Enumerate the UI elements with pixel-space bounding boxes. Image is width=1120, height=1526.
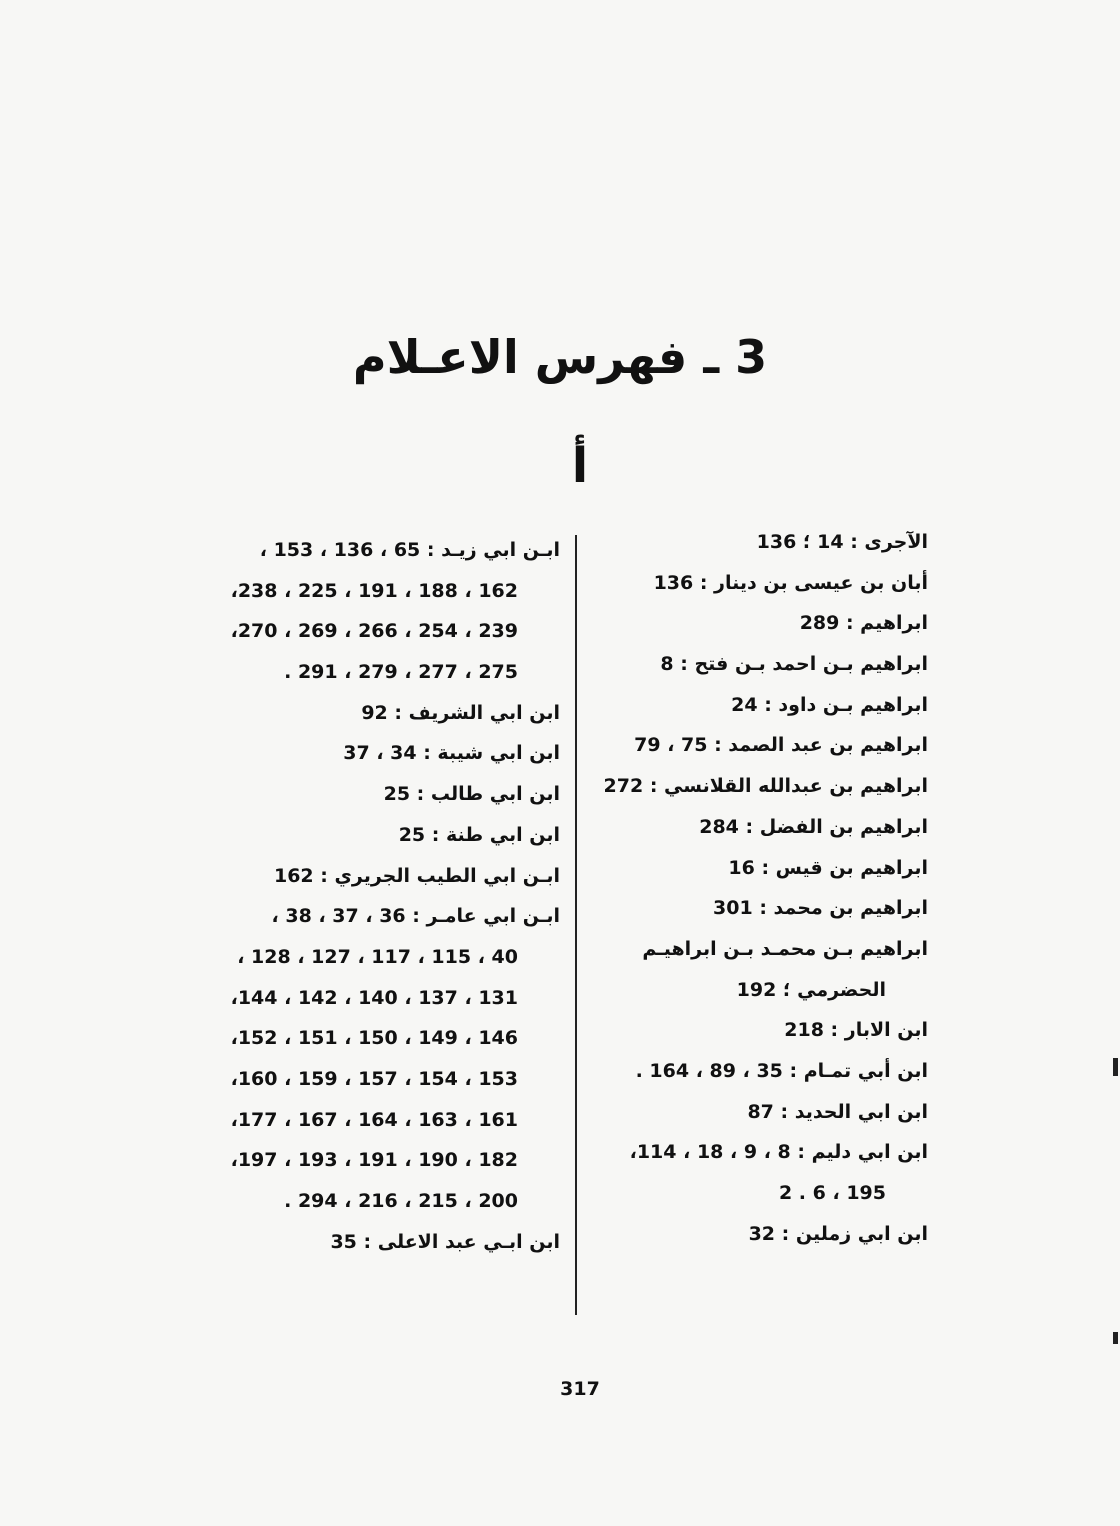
index-entry-line: 146 ، 149 ، 150 ، 151 ، 152، [230,1027,518,1050]
index-entry-line: 239 ، 254 ، 266 ، 269 ، 270، [230,620,518,643]
index-entry-line: ابن ابي الحديد : 87 [747,1100,928,1123]
page-title: 3 ـ فهرس الاعـلام [352,330,768,384]
index-entry-line: 40 ، 115 ، 117 ، 127 ، 128 ، [237,945,518,968]
section-letter: أ [571,438,589,494]
index-entry-line: ابن ابـي عبد الاعلى : 35 [330,1230,560,1253]
index-entry-line: الحضرمي ؛ 192 [736,978,886,1001]
index-entry-line: ابراهيم : 289 [799,612,928,635]
column-divider [575,535,577,1315]
index-entry-line: ابـن ابي زيـد : 65 ، 136 ، 153 ، [259,539,560,561]
right-column [588,522,928,1254]
index-entry-line: 162 ، 188 ، 191 ، 225 ، 238، [230,579,518,602]
index-entry-line: ابن أبي تمـام : 35 ، 89 ، 164 . [635,1059,928,1082]
index-entry-line: ابن ابي طنة : 25 [398,823,560,846]
index-entry-line: 182 ، 190 ، 191 ، 193 ، 197، [230,1149,518,1172]
index-entry-line: ابراهيم بن محمد : 301 [713,897,928,920]
index-entry-line: ابن الابار : 218 [784,1019,928,1042]
scan-edge-mark [1113,1058,1118,1076]
index-entry-line: ابراهيم بـن احمد بـن فتح : 8 [660,653,928,676]
index-entry-line: 153 ، 154 ، 157 ، 159 ، 160، [230,1067,518,1090]
index-entry-line: ابراهيم بن الفضل : 284 [699,815,928,838]
index-entry-line: 200 ، 215 ، 216 ، 294 . [284,1190,518,1212]
index-entry-line: الآجرى : 14 ؛ 136 [756,531,928,553]
index-entry-line: ابراهيم بـن داود : 24 [731,693,928,716]
index-entry-line: ابن ابي الشريف : 92 [361,701,560,724]
index-entry-line: ابراهيم بـن محمـد بـن ابراهيـم [642,937,928,960]
index-entry-line: 161 ، 163 ، 164 ، 167 ، 177، [230,1108,518,1131]
index-entry-line: ابن ابي دليم : 8 ، 9 ، 18 ، 114، [629,1141,928,1164]
index-entry-line: 131 ، 137 ، 140 ، 142 ، 144، [230,986,518,1009]
index-entry-line: 195 ، 6 . 2 [778,1182,886,1204]
page-number: 317 [560,1378,600,1400]
index-entry-line: 275 ، 277 ، 279 ، 291 . [284,661,518,684]
index-entry-line: ابراهيم بن عبد الصمد : 75 ، 79 [634,734,928,757]
index-entry-line: ابن ابي زملين : 32 [748,1222,928,1245]
index-entry-line: ابـن ابي عامـر : 36 ، 37 ، 38 ، [271,905,560,928]
index-entry-line: ابن ابي طالب : 25 [383,783,560,806]
index-entry-line: ابـن ابي الطيب الجريري : 162 [273,864,560,887]
scan-edge-mark [1113,1332,1118,1344]
index-entry-line: ابراهيم بن عبدالله القلانسي : 272 [603,775,928,798]
left-column [215,530,560,1262]
index-entry-line: أبان بن عيسى بن دينار : 136 [653,571,928,594]
index-entry-line: ابن ابي شيبة : 34 ، 37 [343,742,560,765]
index-entry-line: ابراهيم بن قيس : 16 [728,856,928,879]
